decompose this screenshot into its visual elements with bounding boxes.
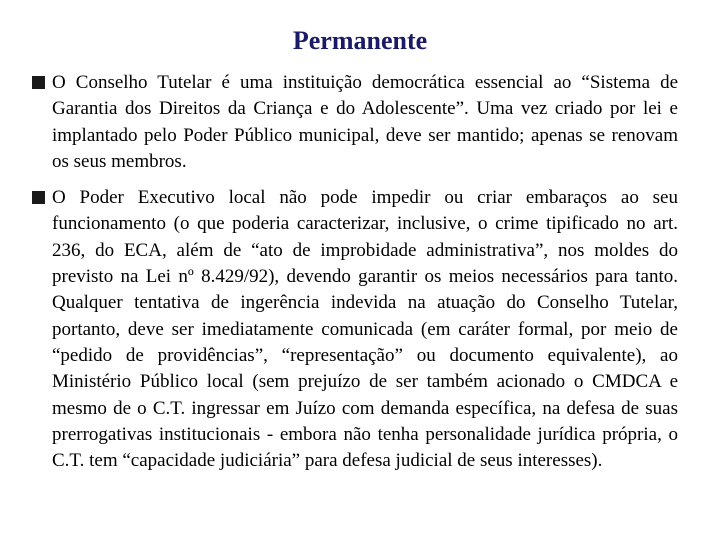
square-bullet-icon bbox=[32, 76, 45, 89]
bullet-list bbox=[32, 70, 678, 474]
bullet-text: O Conselho Tutelar é uma instituição democrática essencial ao “Sistema de Garantia dos Direitos da Criança e do Adolescente”. Uma vez criado por lei e implantado pelo Poder Público municipal, deve ser mantido; apenas se renovam os seus membros. bbox=[52, 72, 678, 172]
bullet-item bbox=[32, 185, 678, 474]
bullet-item bbox=[32, 70, 678, 175]
slide-title: Permanente bbox=[292, 26, 428, 55]
bullet-text: O Poder Executivo local não pode impedir ou criar embaraços ao seu funcionamento (o que poderia caracterizar, inclusive, o crime tipificado no art. 236, do ECA, além de “ato de improbidade administrativa”, nos moldes do previsto na Lei nº 8.429/92), devendo garantir os meios necessários para tanto. Qualquer tentativa de ingerência indevida na atuação do Conselho Tutelar, portanto, deve ser imediatamente comunicada (em caráter formal, por meio de “pedido de providências”, “representação” ou documento equivalente), ao Ministério Público local (sem prejuízo de ser também acionado o CMDCA e mesmo de o C.T. ingressar em Juízo com demanda específica, na defesa de suas prerrogativas institucionais - embora não tenha personalidade jurídica própria, o C.T. tem “capacidade judiciária” para defesa judicial de seus interesses). bbox=[52, 187, 678, 472]
square-bullet-icon bbox=[32, 191, 45, 204]
